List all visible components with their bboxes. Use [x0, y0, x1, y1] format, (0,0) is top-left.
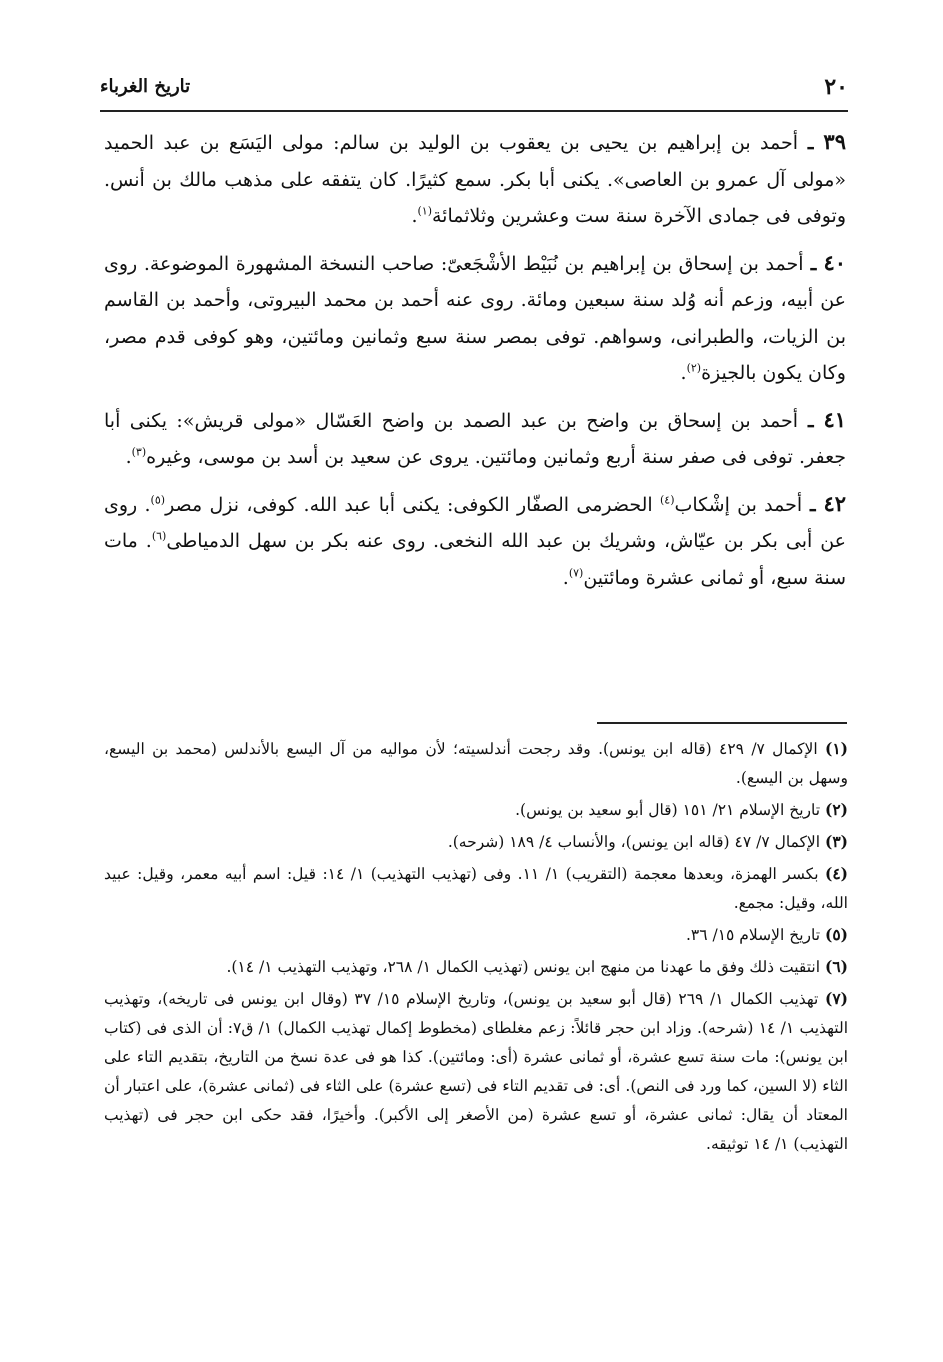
entry-text: أحمد بن إسحاق بن إبراهيم بن نُبَيْط الأشْجَعىّ: صاحب النسخة المشهورة الموضوعة. روى عن أبيه، وزعم أنه وُلد سنة سبعين ومائة. روى عنه أحمد بن محمد البيروتى، وأحمد بن القاسم بن الزيات، والطبرانى، وسواهم. توفى بمصر سنة سبع وثمانين ومائتين، وهو كوفى قدم مصر، وكان يكون بالجيزة — [104, 252, 846, 384]
footnote-separator — [597, 722, 847, 724]
footnote-text: انتقيت ذلك وفق ما عهدنا من منهج ابن يونس (تهذيب الكمال ١/ ٢٦٨، وتهذيب التهذيب ١/ ١٤). — [226, 958, 821, 976]
footnote-marker: (١) — [417, 204, 432, 218]
footnote-marker: (٦) — [151, 529, 167, 543]
footnote-marker: (٥) — [150, 493, 166, 507]
entry-number: ٤٠ — [823, 249, 846, 275]
page-header — [100, 70, 848, 106]
footnote-marker: (٤) — [659, 493, 675, 507]
biography-entries — [104, 124, 846, 606]
entry-text: أحمد بن إسحاق بن واضح بن عبد الصمد بن واضح العَسّال «مولى قريش»: يكنى أبا جعفر. توفى فى صفر سنة أربع وثمانين ومائتين. يروى عن سعيد بن أسد بن موسى، وغيره — [104, 409, 846, 468]
entry-text: أحمد بن إشْكاب — [674, 493, 803, 516]
footnote-marker: (٧) — [568, 566, 584, 580]
footnote-marker: (٢) — [686, 361, 702, 375]
entry-number: ٤٢ — [823, 490, 846, 516]
footnote-text: تاريخ الإسلام ٢١/ ١٥١ (قال أبو سعيد بن يونس). — [515, 801, 821, 819]
footnote-2 — [104, 795, 848, 825]
entry-42: ٤٢ ـ أحمد بن إشْكاب$^{(٤)}$ الحضرمى الصفّار الكوفى: يكنى أبا عبد الله. كوفى، نزل مصر$^{(٥)}$. روى عن أبى بكر بن عيّاش، وشريك بن عبد الله النخعى. روى عنه بكر بن سهل الدمياطى$^{(٦)}$. مات سنة سبع، أو ثمانى عشرة ومائتين$^{(٧)}$. — [104, 490, 846, 589]
footnotes — [104, 734, 848, 1161]
footnote-text: بكسر الهمزة، وبعدها معجمة (التقريب) ١/ ١١. وفى (تهذيب التهذيب) ١/ ١٤: قيل: اسم أبيه معمر، وقيل: عبيد الله، وقيل: مجمع. — [104, 865, 848, 912]
entry-text: أحمد بن إبراهيم بن يحيى بن يعقوب بن الوليد بن سالم: مولى اليَسَع بن عبد الحميد «مولى آل عمرو بن العاصى». يكنى أبا بكر. سمع كثيرًا. كان يتفقه على مذهب مالك بن أنس. وتوفى فى جمادى الآخرة سنة ست وعشرين وثلاثمائة — [104, 132, 846, 227]
footnote-number: (٣) — [824, 832, 848, 851]
entry-39: ٣٩ ـ أحمد بن إبراهيم بن يحيى بن يعقوب بن الوليد بن سالم: مولى اليَسَع بن عبد الحميد «مولى آل عمرو بن العاصى». يكنى أبا بكر. سمع كثيرًا. كان يتفقه على مذهب مالك بن أنس. وتوفى فى جمادى الآخرة سنة ست وعشرين وثلاثمائة$^{(١)}$. — [104, 129, 846, 227]
footnote-5 — [104, 920, 848, 950]
footnote-6 — [104, 952, 848, 982]
entry-number: ٤١ — [823, 406, 847, 432]
footnote-marker: (٣) — [131, 445, 147, 459]
entry-number: ٣٩ — [823, 129, 846, 154]
footnote-text: تاريخ الإسلام ١٥/ ٣٦. — [685, 926, 821, 944]
entry-41: ٤١ ـ أحمد بن إسحاق بن واضح بن عبد الصمد بن واضح العَسّال «مولى قريش»: يكنى أبا جعفر. توفى فى صفر سنة أربع وثمانين ومائتين. يروى عن سعيد بن أسد بن موسى، وغيره$^{(٣)}$. — [104, 406, 847, 468]
page-number: ٢٠ — [824, 74, 848, 100]
footnote-7 — [104, 984, 848, 1159]
entry-text: . مات سنة سبع، أو ثمانى عشرة ومائتين — [104, 530, 846, 589]
footnote-3 — [104, 827, 848, 857]
running-title: تاريخ الغرباء — [100, 76, 191, 97]
footnote-number: (٦) — [824, 957, 848, 976]
footnote-text: تهذيب الكمال ١/ ٢٦٩ (قال أبو سعيد بن يونس)، وتاريخ الإسلام ١٥/ ٣٧ (وقال ابن يونس فى تاريخه)، وتهذيب التهذيب ١/ ١٤ (شرحه). وزاد ابن حجر قائلاً: زعم مغلطاى (مخطوط إكمال تهذيب الكمال) ١/ ق٧: أن الذى فى (كتاب ابن يونس): مات سنة تسع عشرة، أو ثمانى عشرة (أى: ومائتين). كذا هو فى عدة نسخ من التاريخ، بتقديم التاء على الثاء (لا السين، كما ورد فى النص). أى: فى تقديم التاء فى (تسع عشرة) على الثاء فى (ثمانى عشرة)، على اعتبار أن المعتاد أن يقال: ثمانى عشرة، أو تسع عشرة (من الأصغر إلى الأكبر). وأخيرًا، فقد حكى ابن حجر فى (تهذيب التهذيب) ١/ ١٤ توثيقه. — [104, 990, 849, 1153]
header-rule — [100, 110, 848, 112]
footnote-number: (٥) — [824, 925, 848, 944]
footnote-number: (٧) — [824, 989, 848, 1008]
footnote-text: الإكمال ٧/ ٤٧ (قاله ابن يونس)، والأنساب ٤/ ١٨٩ (شرحه). — [447, 833, 821, 851]
footnote-number: (١) — [824, 739, 848, 758]
footnote-4 — [104, 859, 848, 918]
entry-text: . روى عن أبى بكر بن عيّاش، وشريك بن عبد الله النخعى. روى عنه بكر بن سهل الدمياطى — [104, 493, 846, 552]
footnote-number: (٢) — [824, 800, 848, 819]
footnote-number: (٤) — [825, 864, 849, 883]
entry-text: الحضرمى الصفّار الكوفى: يكنى أبا عبد الله. كوفى، نزل مصر — [165, 493, 660, 516]
footnote-text: الإكمال ٧/ ٤٢٩ (قاله ابن يونس). وقد رجحت أندلسيته؛ لأن مواليه من آل اليسع بالأندلس (محمد بن اليسع، وسهل بن اليسع). — [104, 740, 848, 787]
entry-40: ٤٠ ـ أحمد بن إسحاق بن إبراهيم بن نُبَيْط الأشْجَعىّ: صاحب النسخة المشهورة الموضوعة. روى عن أبيه، وزعم أنه وُلد سنة سبعين ومائة. روى عنه أحمد بن محمد البيروتى، وأحمد بن القاسم بن الزيات، والطبرانى، وسواهم. توفى بمصر سنة سبع وثمانين ومائتين، وهو كوفى قدم مصر، وكان يكون بالجيزة$^{(٢)}$. — [104, 249, 846, 384]
footnote-1 — [104, 734, 848, 793]
